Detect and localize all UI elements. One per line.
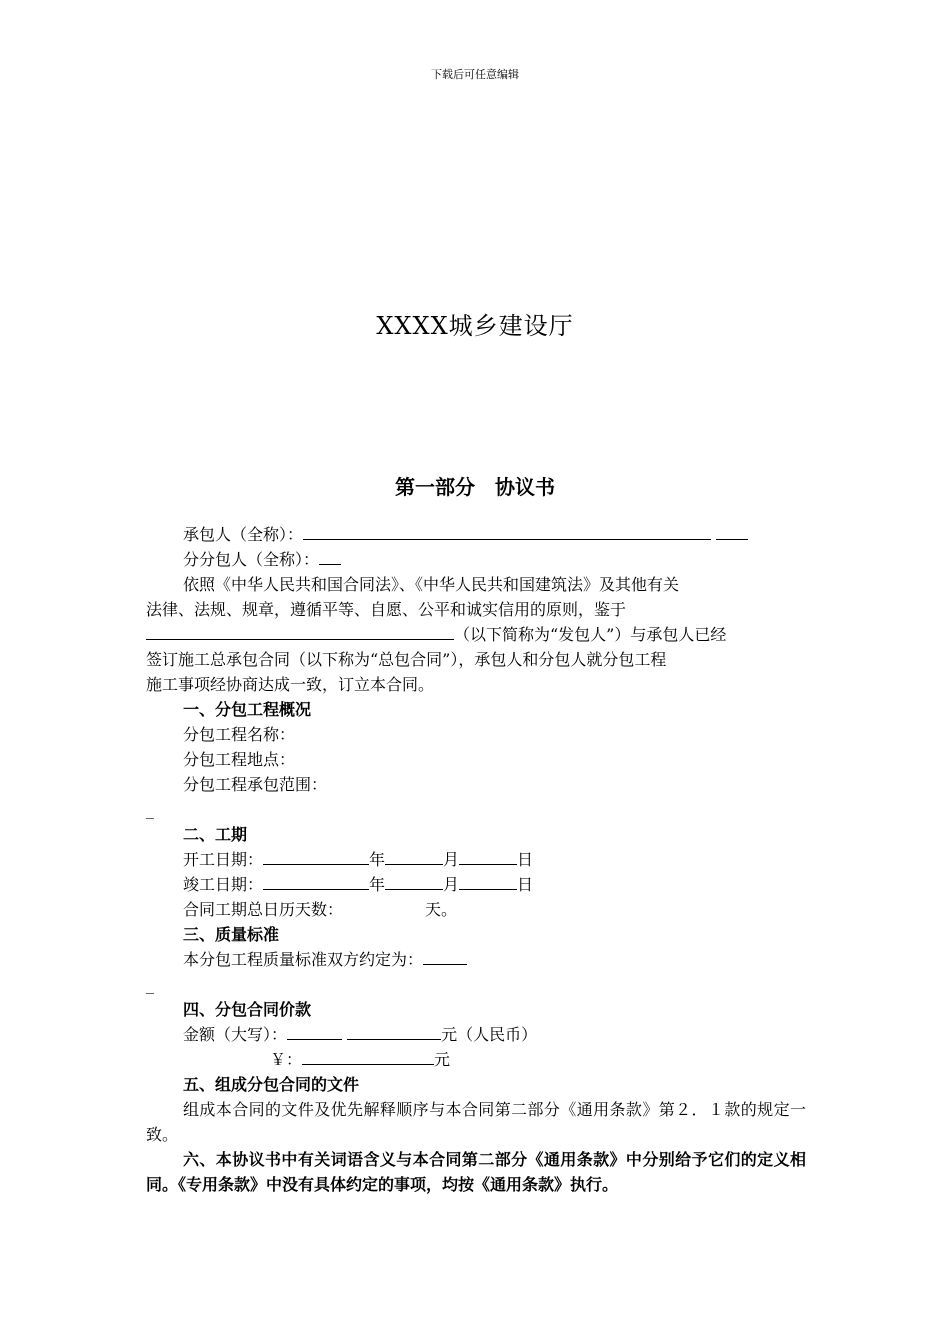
- end-month-blank: [385, 872, 443, 890]
- end-year-label: 年: [369, 875, 386, 894]
- project-location-label: 分包工程地点：: [183, 750, 296, 769]
- part-title: 第一部分 协议书: [395, 475, 555, 499]
- contractor-line: [146, 522, 806, 547]
- end-month-label: 月: [443, 875, 460, 894]
- amount-label: 金额（大写）：: [183, 1025, 288, 1044]
- amount-line: [146, 1022, 806, 1047]
- project-name-label: 分包工程名称：: [183, 725, 296, 744]
- end-date-line: [146, 872, 806, 897]
- total-days-unit: 天。: [425, 900, 458, 919]
- end-year-blank: [263, 872, 369, 890]
- agreement-body: [146, 522, 806, 1197]
- total-days-line: [146, 897, 806, 922]
- intro-line-3: [146, 622, 806, 647]
- yen-label: ￥：: [270, 1050, 303, 1069]
- end-day-blank: [459, 872, 517, 890]
- intro-line-4: 签订施工总承包合同（以下称为“总包合同”），承包人和分包人就分包工程: [146, 650, 667, 669]
- subcontractor-label: 分分包人（全称）：: [183, 550, 320, 569]
- yen-line: [146, 1047, 806, 1072]
- amount-blank-2: [347, 1022, 441, 1040]
- section-2-heading: 二、工期: [183, 825, 248, 844]
- intro-line-3-text: （以下简称为“发包人”）与承包人已经: [454, 625, 727, 644]
- page-header-note: 下载后可任意编辑: [431, 68, 519, 81]
- intro-line-2: 法律、法规、规章，遵循平等、自愿、公平和诚实信用的原则，鉴于: [146, 600, 627, 619]
- amount-blank-1: [287, 1022, 342, 1040]
- subcontractor-blank: [319, 547, 341, 565]
- stray-underscore-2: _: [146, 975, 154, 994]
- contractor-blank: [303, 522, 711, 540]
- start-year-label: 年: [369, 850, 386, 869]
- start-day-blank: [459, 847, 517, 865]
- start-year-blank: [263, 847, 369, 865]
- yen-unit: 元: [434, 1050, 451, 1069]
- contractor-label: 承包人（全称）：: [183, 525, 304, 544]
- document-title: XXXX城乡建设厅: [376, 312, 574, 340]
- total-days-label: 合同工期总日历天数：: [183, 900, 344, 919]
- section-6-text: 六、本协议书中有关词语含义与本合同第二部分《通用条款》中分别给予它们的定义相同。《专用条款》中没有具体约定的事项，均按《通用条款》执行。: [146, 1150, 806, 1194]
- stray-underscore-1: _: [146, 800, 154, 819]
- start-month-label: 月: [443, 850, 460, 869]
- section-4-heading: 四、分包合同价款: [183, 1000, 312, 1019]
- amount-unit: 元（人民币）: [441, 1025, 538, 1044]
- section-1-heading: 一、分包工程概况: [183, 700, 312, 719]
- section-5-heading: 五、组成分包合同的文件: [183, 1075, 360, 1094]
- subcontractor-line: [146, 547, 806, 572]
- yen-blank: [302, 1047, 434, 1065]
- employer-blank: [146, 622, 454, 640]
- end-day-label: 日: [517, 875, 534, 894]
- section-5-text: 组成本合同的文件及优先解释顺序与本合同第二部分《通用条款》第２．１款的规定一致。: [146, 1100, 806, 1144]
- section-3-heading: 三、质量标准: [183, 925, 280, 944]
- end-date-label: 竣工日期：: [183, 875, 264, 894]
- quality-text: 本分包工程质量标准双方约定为：: [183, 950, 424, 969]
- start-date-label: 开工日期：: [183, 850, 264, 869]
- intro-line-1: 依照《中华人民共和国合同法》、《中华人民共和国建筑法》及其他有关: [183, 575, 680, 594]
- quality-line: [146, 947, 806, 972]
- start-date-line: [146, 847, 806, 872]
- start-day-label: 日: [517, 850, 534, 869]
- quality-blank: [423, 947, 467, 965]
- project-scope-label: 分包工程承包范围：: [183, 775, 328, 794]
- contractor-blank-2: [716, 522, 748, 540]
- start-month-blank: [385, 847, 443, 865]
- intro-line-5: 施工事项经协商达成一致，订立本合同。: [146, 675, 435, 694]
